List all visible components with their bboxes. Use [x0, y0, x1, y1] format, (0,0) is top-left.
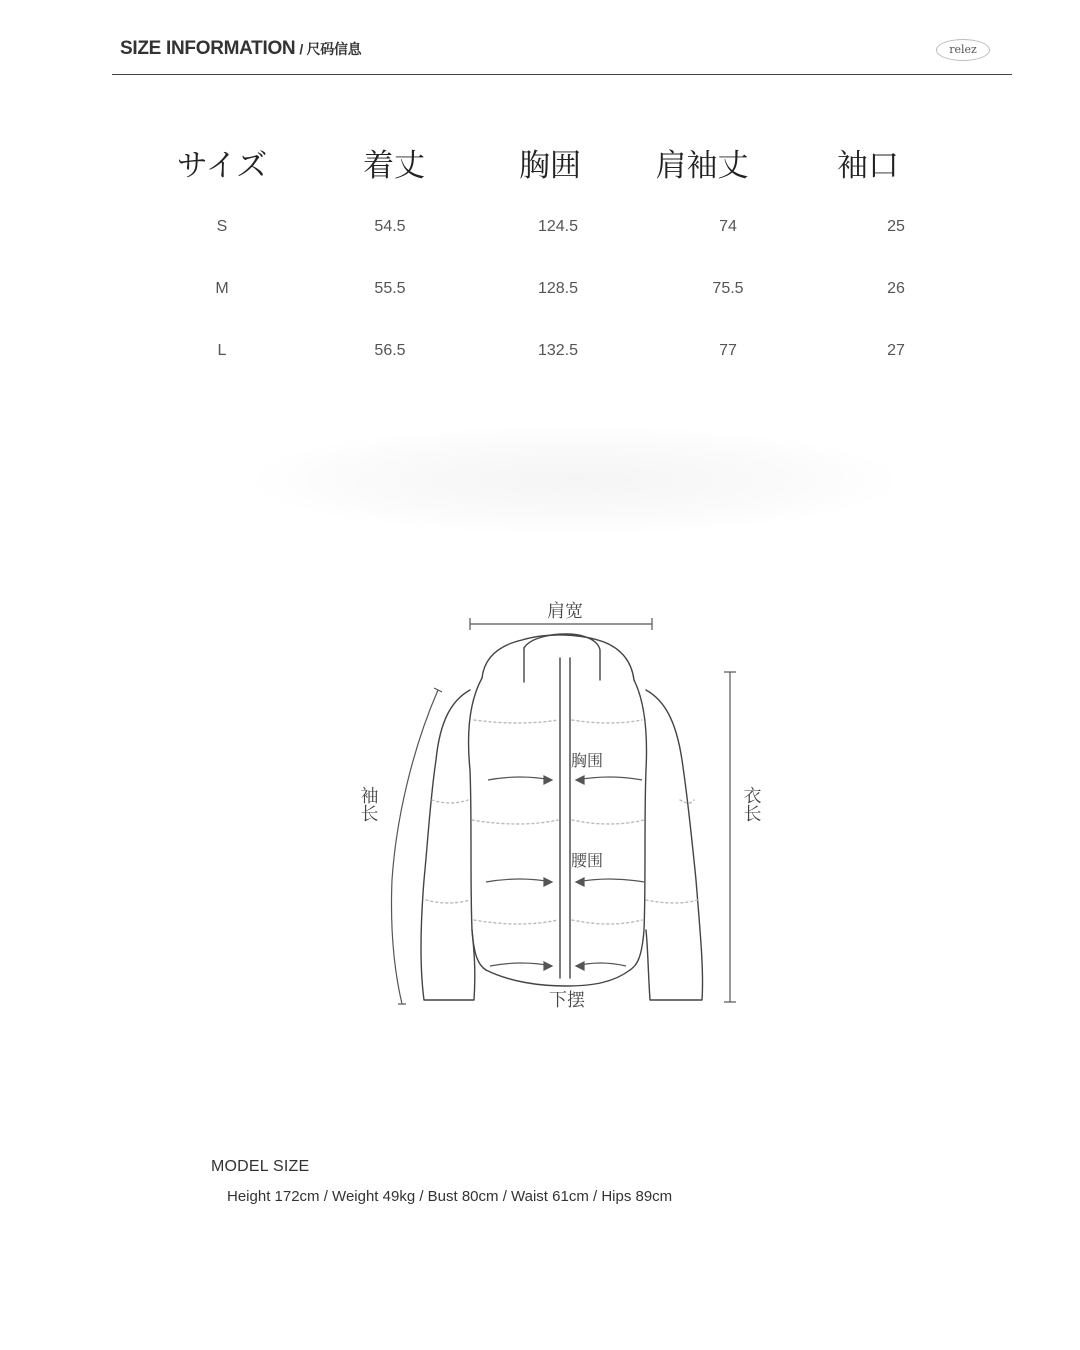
model-size-title: MODEL SIZE: [211, 1158, 310, 1175]
table-cell: M: [215, 280, 229, 297]
table-cell: 27: [887, 342, 905, 359]
column-header-sleeve: 肩袖丈: [655, 148, 749, 184]
size-table: [140, 140, 980, 388]
table-cell: 132.5: [537, 342, 579, 359]
table-cell: 54.5: [374, 218, 406, 235]
label-hem: 下摆: [549, 990, 585, 1011]
table-cell: 128.5: [537, 280, 579, 297]
column-header-length: 着丈: [363, 148, 425, 184]
table-cell: 55.5: [374, 280, 406, 297]
label-chest: 胸围: [570, 751, 604, 770]
model-size-details: Height 172cm / Weight 49kg / Bust 80cm / Waist 61cm / Hips 89cm: [227, 1188, 673, 1205]
table-cell: L: [217, 342, 227, 359]
label-sleeve-length: 袖长: [357, 786, 379, 822]
label-body-length: 衣长: [740, 786, 762, 822]
jacket-outline: [421, 634, 703, 1000]
label-shoulder-width: 肩宽: [547, 601, 583, 622]
hem-indicator: [490, 962, 626, 970]
table-cell: 124.5: [537, 218, 579, 235]
size-row-l: [140, 326, 980, 388]
label-waist: 腰围: [570, 851, 604, 870]
chest-indicator: [488, 776, 642, 784]
body-length-indicator: [724, 672, 736, 1002]
brand-logo: relez: [936, 39, 990, 61]
table-cell: 25: [887, 218, 905, 235]
jacket-measurement-diagram: [340, 590, 780, 1020]
table-cell: 77: [719, 342, 737, 359]
faded-background-smudge: [250, 425, 900, 535]
column-header-cuff: 袖口: [837, 148, 899, 184]
column-header-size: サイズ: [176, 148, 268, 184]
page-title: [120, 38, 361, 60]
header: [112, 36, 1012, 75]
size-row-m: [140, 264, 980, 326]
sleeve-length-indicator: [391, 688, 442, 1004]
title-english: SIZE INFORMATION: [120, 38, 296, 59]
table-cell: S: [216, 218, 228, 235]
table-cell: 26: [887, 280, 905, 297]
title-chinese: / 尺码信息: [299, 41, 362, 57]
size-row-s: [140, 202, 980, 264]
waist-indicator: [486, 878, 644, 886]
table-cell: 56.5: [374, 342, 406, 359]
table-cell: 75.5: [712, 280, 744, 297]
table-cell: 74: [719, 218, 737, 235]
column-header-chest: 胸囲: [519, 148, 581, 184]
model-size-section: [211, 1158, 672, 1205]
size-table-header-row: [140, 140, 980, 202]
